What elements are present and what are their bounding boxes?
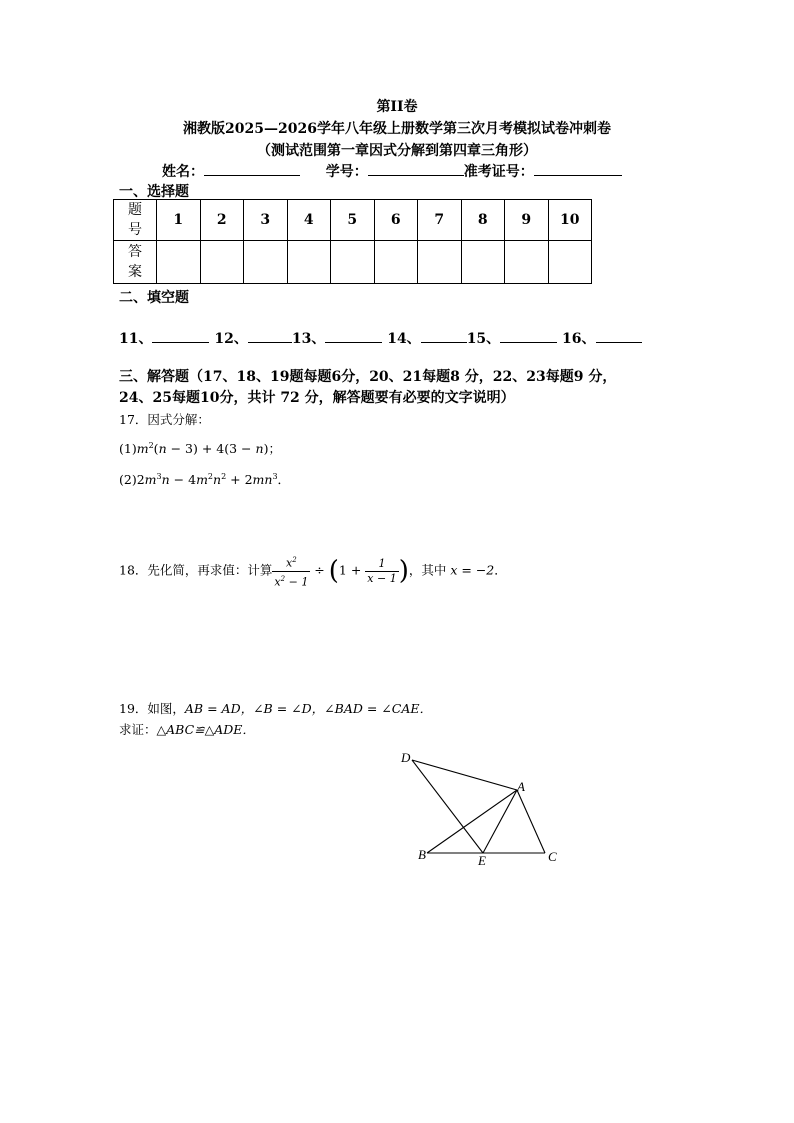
answer-cell[interactable] [548,241,592,284]
question-18: 18．先化简，再求值：计算 $\frac{x^2}{x^2 - 1}$ ÷ (1 + $\frac{1}{x - 1}$ )，其中 x = −2． [119,553,507,589]
blank-11[interactable] [152,328,209,343]
blank-label-14: 14、 [387,331,421,347]
condition: x = −2 [450,562,495,578]
segment-DA [412,760,517,790]
answer-table [113,199,592,284]
blank-label-12: 12、 [214,331,248,347]
row-label-answer: 答 案 [114,241,157,284]
question-number: 7 [418,200,462,241]
answer-cell[interactable] [418,241,462,284]
section-2-heading: 二、填空题 [119,290,189,306]
geometry-figure [390,745,570,875]
answer-table-number-row [114,200,592,241]
answer-table-answer-row [114,241,592,284]
answer-cell[interactable] [200,241,244,284]
exam-no-label: 准考证号： [463,164,534,180]
question-number: 10 [548,200,592,241]
segment-AE [483,790,517,853]
question-17-part-2: $(2)2m^3n - 4m^2n^2 + 2mn^3$． [119,471,291,487]
question-17-stem: 17．因式分解： [119,412,210,427]
blank-label-16: 16、 [562,331,596,347]
question-number: 4 [287,200,331,241]
question-number: 6 [374,200,418,241]
exam-scope: （测试范围第一章因式分解到第四章三角形） [257,143,537,159]
name-field[interactable] [204,161,300,176]
point-label-A: A [517,779,525,794]
question-19-prove: 求证：△ABC≌△ADE． [119,722,255,737]
blank-label-11: 11、 [119,331,153,347]
answer-cell[interactable] [461,241,505,284]
blank-label-15: 15、 [466,331,501,347]
question-17-part-1: $(1)m^2(n - 3) + 4(3 - n)$； [119,440,281,456]
section-3-heading-line-2: 24、25每题10分，共计 72 分，解答题要有必要的文字说明） [119,390,515,406]
student-info-row [162,161,622,181]
blank-12[interactable] [248,328,292,343]
row-label-number: 题 号 [114,200,157,241]
question-number: 5 [331,200,375,241]
answer-cell[interactable] [244,241,288,284]
student-id-label: 学号： [325,164,368,180]
exam-no-field[interactable] [534,161,622,176]
question-19-given: 19．如图，AB = AD，∠B = ∠D，∠BAD = ∠CAE． [119,701,432,716]
section-1-heading: 一、选择题 [119,184,189,200]
segment-AC [517,790,545,853]
exam-title: 湘教版2025—2026学年八年级上册数学第三次月考模拟试卷冲刺卷 [183,121,611,137]
name-label: 姓名： [162,164,204,180]
section-3-heading-line-1: 三、解答题（17、18、19题每题6分，20、21每题8 分，22、23每题9 分， [119,369,617,385]
fill-blank-row [119,328,642,348]
blank-15[interactable] [500,328,557,343]
blank-13[interactable] [325,328,382,343]
question-number: 2 [200,200,244,241]
point-label-E: E [478,853,486,868]
answer-cell[interactable] [287,241,331,284]
volume-label: 第II卷 [376,99,418,115]
prove-statement: △ABC≌△ADE． [156,722,255,737]
question-number: 1 [157,200,201,241]
answer-cell[interactable] [331,241,375,284]
blank-label-13: 13、 [291,331,326,347]
given-conditions: AB = AD，∠B = ∠D，∠BAD = ∠CAE． [184,701,432,716]
student-id-field[interactable] [368,161,464,176]
blank-14[interactable] [421,328,467,343]
fraction-1-over-x-minus-1: $\frac{1}{x - 1}$ [367,556,397,585]
segment-AB [427,790,517,853]
fraction-x2-over-x2-minus-1: $\frac{x^2}{x^2 - 1}$ [272,553,310,589]
point-label-D: D [401,750,411,765]
point-label-B: B [418,847,426,862]
question-number: 9 [505,200,549,241]
question-number: 3 [244,200,288,241]
blank-16[interactable] [596,328,642,343]
answer-cell[interactable] [157,241,201,284]
answer-cell[interactable] [374,241,418,284]
point-label-C: C [548,849,557,864]
question-number: 8 [461,200,505,241]
answer-cell[interactable] [505,241,549,284]
